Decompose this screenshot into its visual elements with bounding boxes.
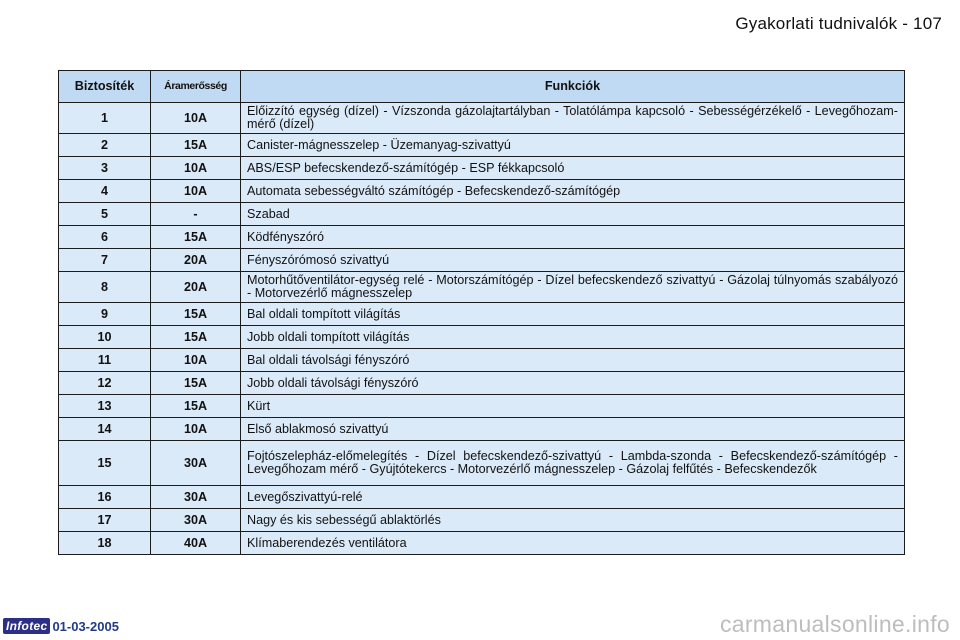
fuse-function: Fojtószelepház-előmelegítés - Dízel befecskendező-szivattyú - Lambda-szonda - Befecskendező-számítógép - Levegőhozam mérő - Gyújtótekercs - Motorvezérlő mágnesszelep - Gázolaj felfűtés - Befecskendezők	[241, 441, 905, 486]
fuse-amperage: 15A	[151, 326, 241, 349]
fuse-amperage: 10A	[151, 349, 241, 372]
table-row	[59, 203, 905, 226]
fuse-number: 7	[59, 249, 151, 272]
table-row	[59, 157, 905, 180]
fuse-number: 17	[59, 509, 151, 532]
fuse-amperage: 30A	[151, 486, 241, 509]
table-row	[59, 509, 905, 532]
fuse-number: 1	[59, 103, 151, 134]
fuse-number: 10	[59, 326, 151, 349]
table-row	[59, 303, 905, 326]
fuse-number: 13	[59, 395, 151, 418]
table-row	[59, 249, 905, 272]
fuse-amperage: 10A	[151, 180, 241, 203]
fuse-number: 9	[59, 303, 151, 326]
fuse-table	[58, 70, 905, 555]
fuse-amperage: 30A	[151, 509, 241, 532]
fuse-number: 12	[59, 372, 151, 395]
infotec-logo: Infotec	[3, 618, 50, 634]
fuse-amperage: 10A	[151, 103, 241, 134]
fuse-function: Motorhűtőventilátor-egység relé - Motorszámítógép - Dízel befecskendező szivattyú - Gázolaj túlnyomás szabályozó - Motorvezérlő mágnesszelep	[241, 272, 905, 303]
fuse-function: Fényszórómosó szivattyú	[241, 249, 905, 272]
column-header-function: Funkciók	[241, 71, 905, 103]
fuse-function: Előizzító egység (dízel) - Vízszonda gázolajtartályban - Tolatólámpa kapcsoló - Sebességérzékelő - Levegőhozam-mérő (dízel)	[241, 103, 905, 134]
fuse-number: 11	[59, 349, 151, 372]
fuse-number: 3	[59, 157, 151, 180]
table-row	[59, 226, 905, 249]
page-title: Gyakorlati tudnivalók - 107	[735, 14, 942, 33]
fuse-amperage: -	[151, 203, 241, 226]
table-row	[59, 441, 905, 486]
fuse-amperage: 15A	[151, 303, 241, 326]
column-header-amperage: Áramerősség	[151, 71, 241, 103]
table-row	[59, 418, 905, 441]
fuse-function: Szabad	[241, 203, 905, 226]
fuse-function: ABS/ESP befecskendező-számítógép - ESP fékkapcsoló	[241, 157, 905, 180]
fuse-amperage: 15A	[151, 395, 241, 418]
fuse-amperage: 20A	[151, 272, 241, 303]
fuse-function: Bal oldali távolsági fényszóró	[241, 349, 905, 372]
fuse-amperage: 40A	[151, 532, 241, 555]
fuse-function: Jobb oldali távolsági fényszóró	[241, 372, 905, 395]
publication-date: 01-03-2005	[52, 618, 119, 634]
table-row	[59, 372, 905, 395]
watermark: carmanualsonline.info	[719, 611, 950, 637]
fuse-number: 4	[59, 180, 151, 203]
fuse-number: 6	[59, 226, 151, 249]
fuse-amperage: 10A	[151, 157, 241, 180]
fuse-function: Ködfényszóró	[241, 226, 905, 249]
fuse-amperage: 15A	[151, 134, 241, 157]
fuse-number: 18	[59, 532, 151, 555]
fuse-function: Nagy és kis sebességű ablaktörlés	[241, 509, 905, 532]
table-row	[59, 532, 905, 555]
fuse-function: Bal oldali tompított világítás	[241, 303, 905, 326]
fuse-number: 8	[59, 272, 151, 303]
fuse-function: Levegőszivattyú-relé	[241, 486, 905, 509]
fuse-number: 2	[59, 134, 151, 157]
footer	[3, 618, 119, 634]
table-row	[59, 395, 905, 418]
fuse-amperage: 10A	[151, 418, 241, 441]
table-row	[59, 272, 905, 303]
table-row	[59, 326, 905, 349]
fuse-number: 14	[59, 418, 151, 441]
fuse-function: Klímaberendezés ventilátora	[241, 532, 905, 555]
table-row	[59, 134, 905, 157]
fuse-number: 16	[59, 486, 151, 509]
fuse-function: Kürt	[241, 395, 905, 418]
table-row	[59, 486, 905, 509]
fuse-function: Első ablakmosó szivattyú	[241, 418, 905, 441]
fuse-amperage: 30A	[151, 441, 241, 486]
table-row	[59, 180, 905, 203]
fuse-number: 15	[59, 441, 151, 486]
table-row	[59, 103, 905, 134]
fuse-function: Jobb oldali tompított világítás	[241, 326, 905, 349]
fuse-function: Canister-mágnesszelep - Üzemanyag-szivattyú	[241, 134, 905, 157]
fuse-amperage: 20A	[151, 249, 241, 272]
fuse-amperage: 15A	[151, 226, 241, 249]
table-header-row	[59, 71, 905, 103]
table-row	[59, 349, 905, 372]
fuse-function: Automata sebességváltó számítógép - Befecskendező-számítógép	[241, 180, 905, 203]
fuse-number: 5	[59, 203, 151, 226]
fuse-amperage: 15A	[151, 372, 241, 395]
column-header-fuse: Biztosíték	[59, 71, 151, 103]
